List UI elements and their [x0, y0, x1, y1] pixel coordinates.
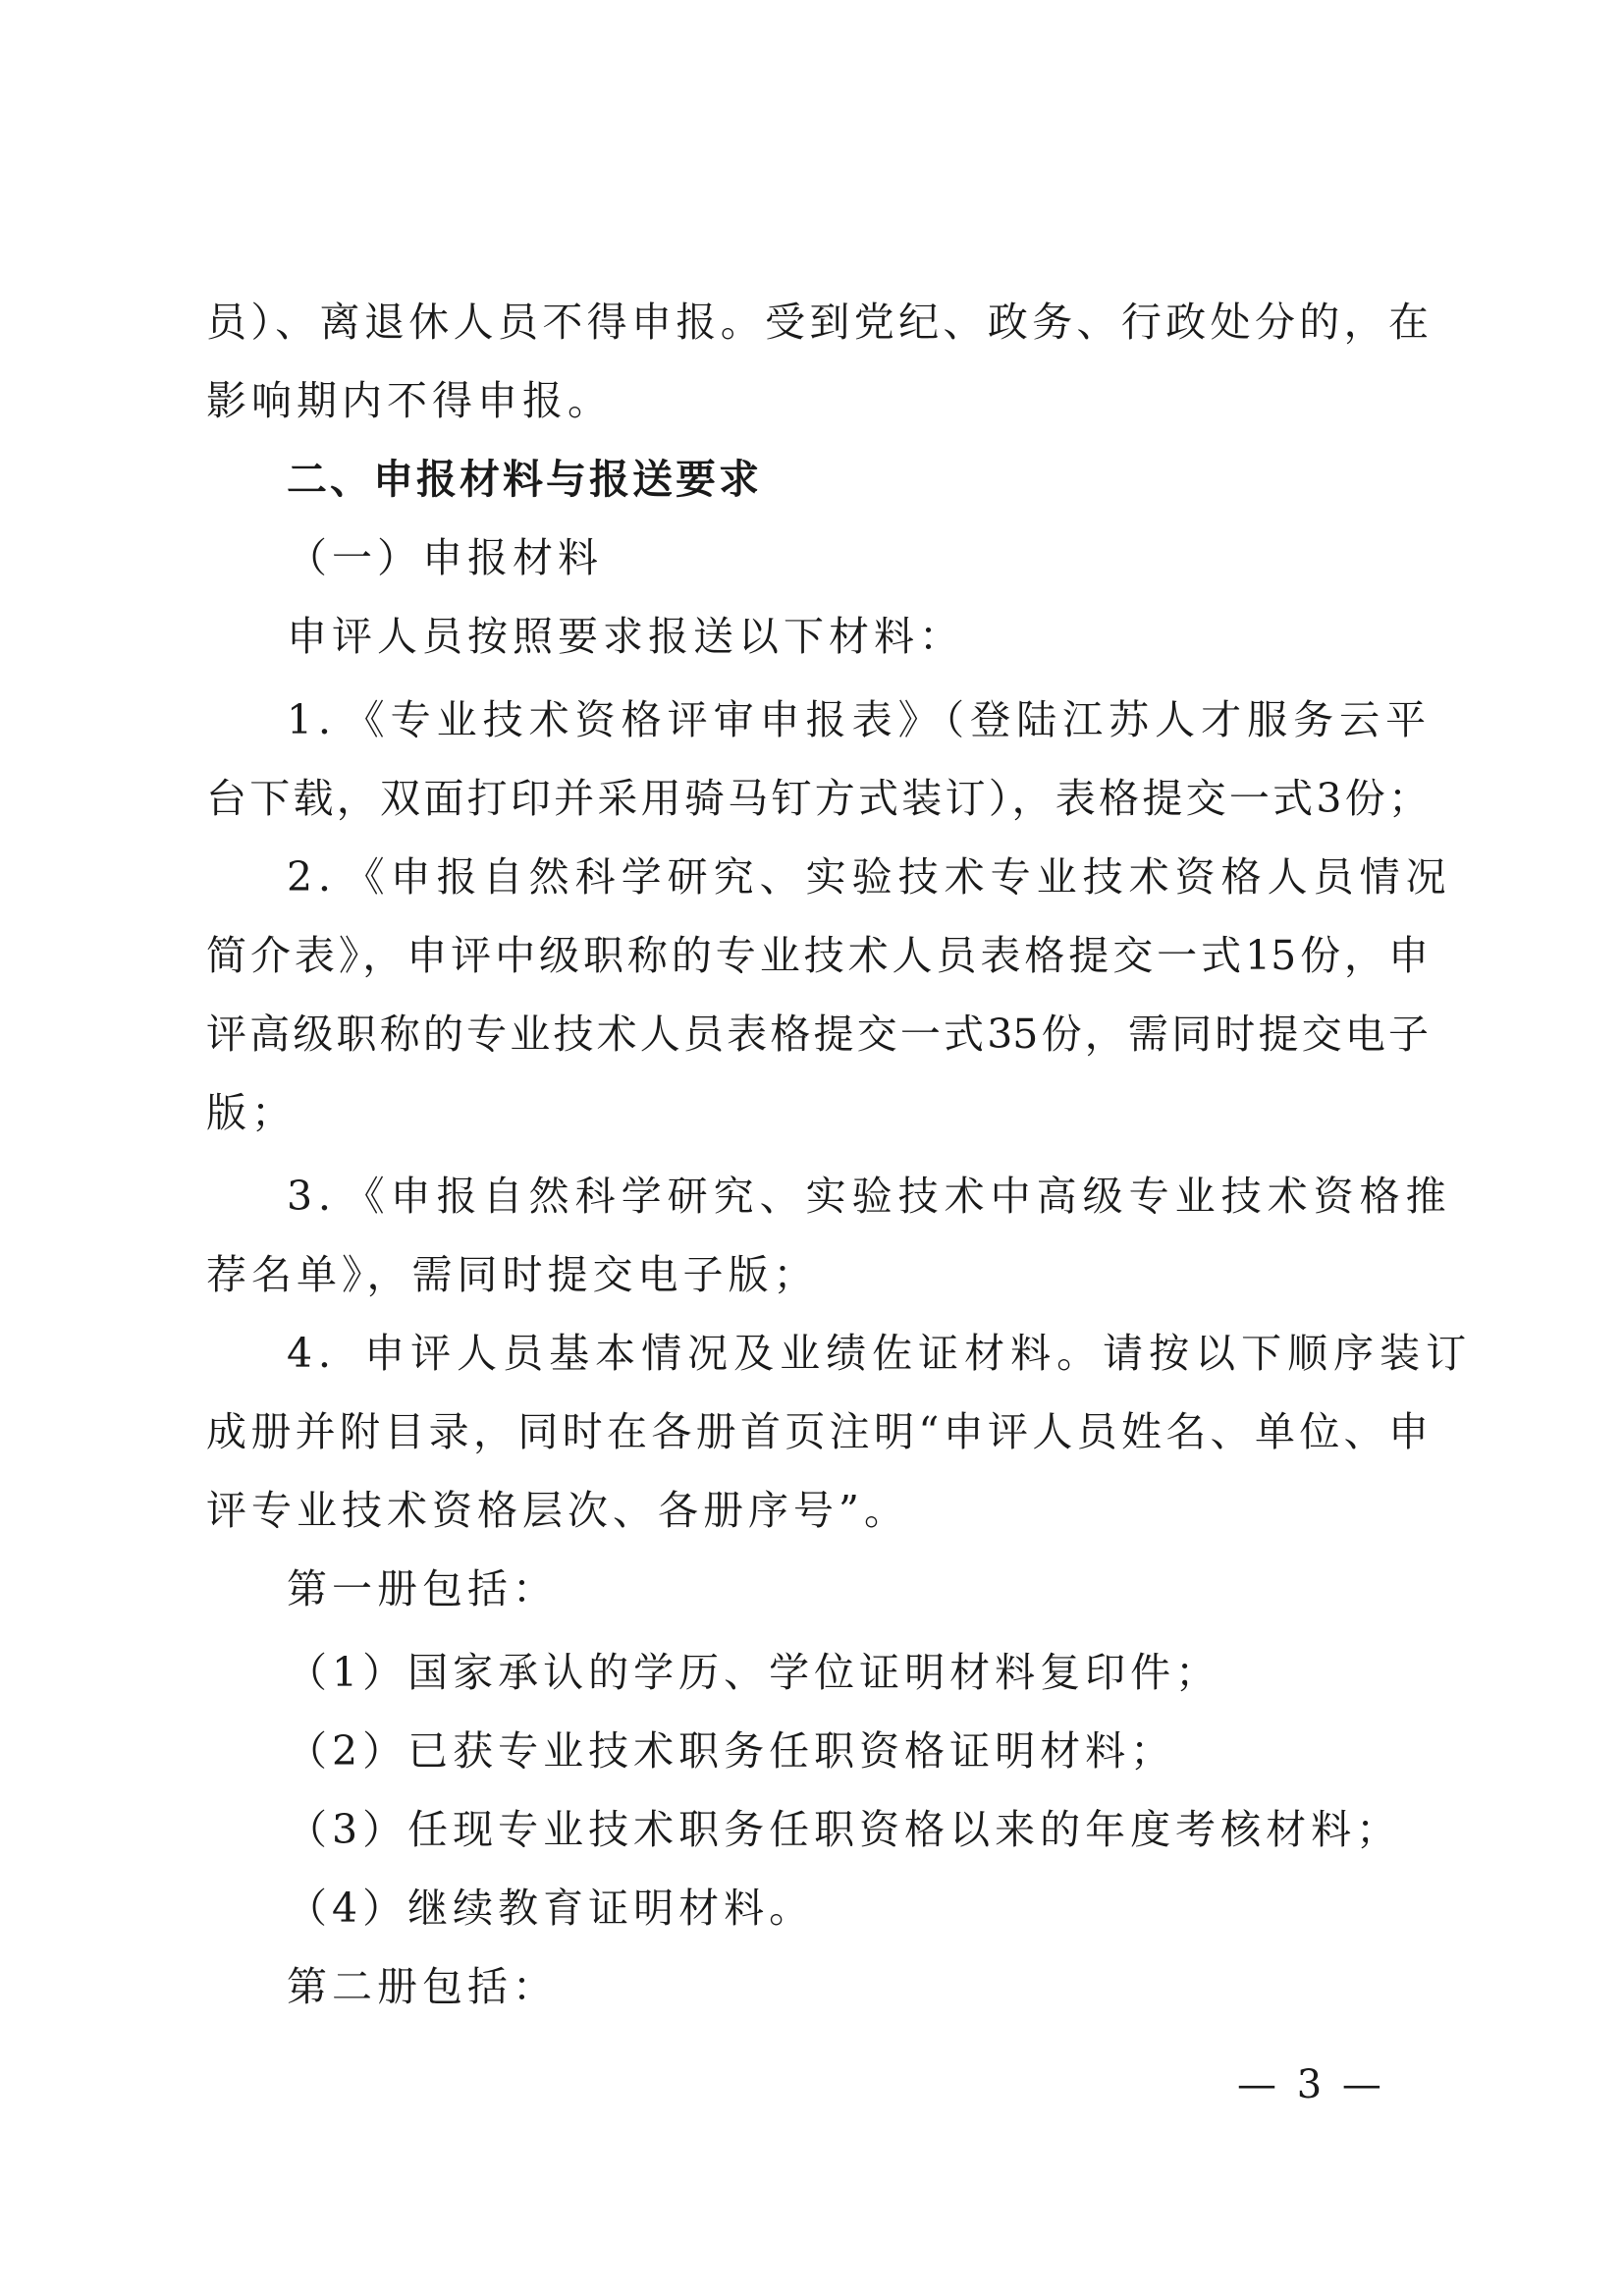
- list-item-4-line-3: 评专业技术资格层次、各册序号”。: [206, 1487, 909, 1534]
- volume-one-item-3: （3）任现专业技术职务任职资格以来的年度考核材料；: [287, 1806, 1402, 1853]
- list-item-2-line-3: 评高级职称的专业技术人员表格提交一式35份，需同时提交电子: [206, 1011, 1429, 1058]
- volume-one-item-4: （4）继续教育证明材料。: [287, 1885, 815, 1932]
- text-line-1: 员）、离退休人员不得申报。受到党纪、政务、行政处分的，在: [206, 299, 1429, 346]
- text-line-2: 影响期内不得申报。: [206, 377, 613, 424]
- volume-two-heading: 第二册包括：: [287, 1963, 558, 2010]
- list-item-3-line-1: 3．《申报自然科学研究、实验技术中高级专业技术资格推: [287, 1173, 1452, 1220]
- volume-one-heading: 第一册包括：: [287, 1565, 558, 1613]
- list-item-4-line-2: 成册并附目录，同时在各册首页注明“申评人员姓名、单位、申: [206, 1408, 1429, 1455]
- subsection-heading: （一）申报材料: [287, 534, 603, 581]
- list-item-1-line-1: 1．《专业技术资格评审申报表》（登陆江苏人才服务云平: [287, 696, 1433, 743]
- list-item-2-line-1: 2．《申报自然科学研究、实验技术专业技术资格人员情况: [287, 853, 1452, 901]
- list-item-4-line-1: 4．申评人员基本情况及业绩佐证材料。请按以下顺序装订: [287, 1330, 1473, 1377]
- volume-one-item-2: （2）已获专业技术职务任职资格证明材料；: [287, 1727, 1176, 1775]
- section-heading: 二、申报材料与报送要求: [287, 456, 762, 503]
- text-line-5: 申评人员按照要求报送以下材料：: [287, 613, 964, 660]
- list-item-2-line-4: 版；: [206, 1089, 297, 1136]
- list-item-2-line-2: 简介表》，申评中级职称的专业技术人员表格提交一式15份，申: [206, 932, 1429, 979]
- list-item-3-line-2: 荐名单》，需同时提交电子版；: [206, 1251, 819, 1298]
- page-number: — 3 —: [1237, 2062, 1385, 2107]
- list-item-1-line-2: 台下载，双面打印并采用骑马钉方式装订），表格提交一式3份；: [206, 775, 1429, 822]
- volume-one-item-1: （1）国家承认的学历、学位证明材料复印件；: [287, 1649, 1221, 1696]
